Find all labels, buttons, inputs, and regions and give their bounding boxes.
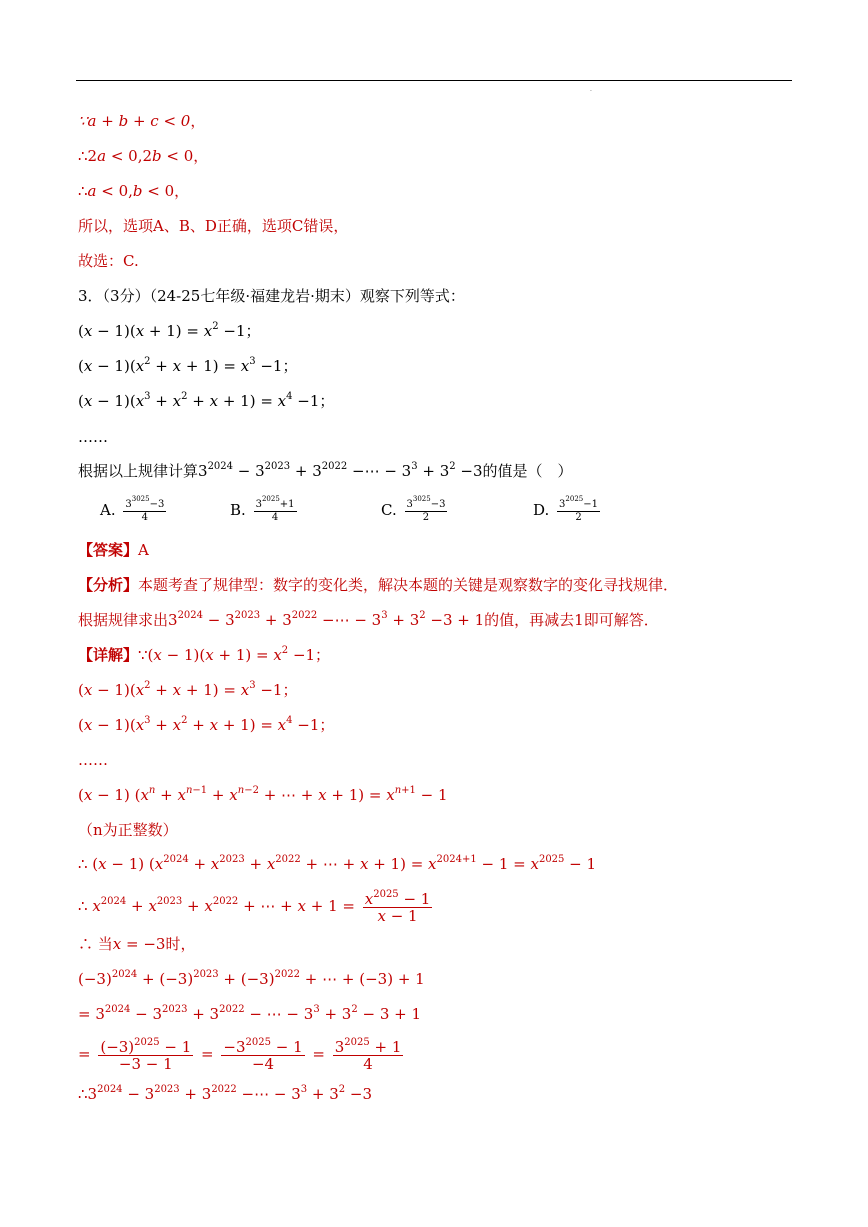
detail-sum-fraction: ∴ $x^{2024} + x^{2023} + x^{2022}$ + ⋯ + x + 1 = $\frac{x^{2025} - 1}{x - 1}$ — [78, 888, 431, 925]
question-ask: 根据以上规律计算$3^{2024} - 3^{2023} + 3^{2022}$ −⋯ − $3^3 + 3^2 -3$的值是（ ） — [78, 461, 573, 480]
detail-line-3: $(x - 1)(x^3 + x^2 + x + 1) = x^4 -1$； — [78, 715, 335, 734]
question-eq-1: $(x - 1)(x + 1) = x^2 -1$； — [78, 321, 261, 340]
detail-general: (x − 1) ($x^n + x^{n-1} + x^{n-2}$ + ⋯ + $x + 1) = x^{n+1} - 1$ — [78, 785, 448, 804]
option-d[interactable]: D. $\frac{3^{2025}-1}{2}$ — [533, 495, 598, 523]
answer-line: 【答案】A — [78, 541, 149, 559]
solution-line-3: ∴a < 0,b < 0， — [78, 182, 190, 200]
detail-simplify: = $3^{2024} - 3^{2023} + 3^{2022}$ − ⋯ − $3^3 + 3^2 - 3 + 1$ — [78, 1004, 422, 1023]
analysis-line: 【分析】本题考查了规律型：数字的变化类，解决本题的关键是观察数字的变化寻找规律． — [78, 576, 679, 594]
solution-line-2: ∴2a < 0,2b < 0， — [78, 147, 209, 165]
detail-substitute: $(-3)^{2024} + (-3)^{2023} + (-3)^{2022}$ + ⋯ + (−3) + 1 — [78, 969, 425, 988]
analysis-line-2: 根据规律求出$3^{2024} - 3^{2023} + 3^{2022}$ −⋯ − $3^3 + 3^2 -3 + 1$的值，再减去1即可解答． — [78, 610, 659, 629]
option-a[interactable]: A. $\frac{3^{3025}-3}{4}$ — [100, 495, 165, 523]
question-eq-3: $(x - 1)(x^3 + x^2 + x + 1) = x^4 -1$； — [78, 391, 335, 410]
solution-line-1: ∵a + b + c < 0， — [78, 112, 206, 130]
question-eq-2: $(x - 1)(x^2 + x + 1) = x^3 -1$； — [78, 356, 298, 375]
question-head: 3．（3分）（24-25七年级·福建龙岩·期末）观察下列等式： — [78, 287, 465, 305]
option-c[interactable]: C. $\frac{3^{3025}-3}{2}$ — [381, 495, 446, 523]
header-rule — [76, 80, 792, 81]
detail-specific: ∴ (x − 1) ($x^{2024} + x^{2023} + x^{2022}$ + ⋯ + $x + 1) = x^{2024+1} - 1 = x^{2025} - 1$ — [78, 854, 597, 873]
detail-conclusion: $\therefore 3^{2024} - 3^{2023} + 3^{2022}$ −⋯ − $3^3 + 3^2 -3$ — [78, 1084, 373, 1103]
detail-line-1: 【详解】∵(x − $1)(x + 1) = x^2 -1$； — [78, 645, 331, 664]
solution-line-5: 故选：C. — [78, 252, 139, 270]
option-b[interactable]: B. $\frac{3^{2025}+1}{4}$ — [230, 495, 295, 523]
header-mark: . — [590, 86, 592, 93]
detail-line-2: $(x - 1)(x^2 + x + 1) = x^3 -1$； — [78, 680, 298, 699]
question-ellipsis: …… — [78, 428, 108, 446]
detail-fractions: = $\frac{(-3)^{2025} - 1}{-3 - 1}$ = $\frac{-3^{2025} - 1}{-4}$ = $\frac{3^{2025} + 1}{4}$ — [78, 1036, 402, 1073]
detail-n-note: （n为正整数） — [78, 821, 178, 839]
solution-line-4: 所以，选项A、B、D正确，选项C错误， — [78, 217, 349, 235]
detail-ellipsis: …… — [78, 751, 108, 769]
detail-when: ∴ 当x = −3时， — [78, 935, 196, 953]
